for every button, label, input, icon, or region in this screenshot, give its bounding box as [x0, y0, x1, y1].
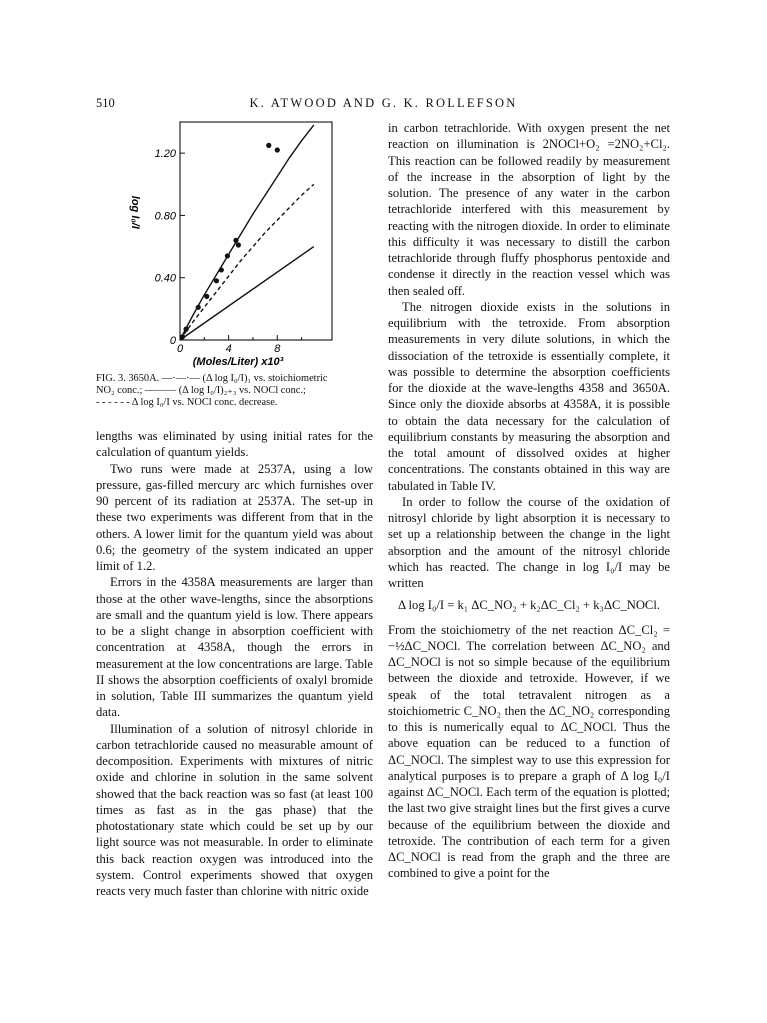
- chart-labels: [129, 148, 284, 368]
- plot-frame: [180, 122, 332, 340]
- figure-3-chart: [96, 110, 346, 368]
- data-point: [236, 242, 241, 247]
- chart-points: [180, 143, 280, 340]
- y-tick-label: 0.80: [154, 210, 176, 223]
- caption-line: - - - - - - Δ log I₀/I vs. NOCl conc. decrease.: [96, 397, 278, 409]
- x-tick-label: 8: [274, 343, 281, 355]
- paragraph: Illumination of a solution of nitrosyl chloride in carbon tetrachloride caused no measurable amount of decomposition. Experiments with mixtures of nitric oxide and chlorine in solution in the same solvent showed that the back reaction was so fast (at least 100 times as fast as in the gas phase) that the photostationary state which could be set up by our light source was not measurable. In order to eliminate this back reaction oxygen was introduced into the system. Control experiments showed that oxygen reacts very much faster than chlorine with nitric oxide: [96, 721, 373, 898]
- paragraph: lengths was eliminated by using initial rates for the calculation of quantum yields.: [96, 429, 373, 460]
- x-axis-label: (Moles/Liter) x10³: [192, 356, 284, 368]
- caption-line: NO₂ conc.; ——— (Δ log I₀/I)₂₊₃ vs. NOCl conc.;: [96, 385, 306, 397]
- running-title: K. ATWOOD AND G. K. ROLLEFSON: [249, 96, 518, 110]
- data-point: [180, 334, 185, 339]
- caption-line: FIG. 3. 3650A. —·—·— (Δ log I₀/I)₁ vs. stoichiometric: [96, 373, 328, 384]
- data-point: [219, 267, 224, 272]
- data-point: [275, 147, 280, 152]
- y-axis-label: log I₀/I: [129, 195, 141, 229]
- paragraph: Two runs were made at 2537A, using a low pressure, gas-filled mercury arc which furnishes over 90 percent of its radiation at 2537A. The set-up in these two experiments was different from that in the others. A lower limit for the quantum yield was about 0.6; the geometry of the system indicated an upper limit of 1.2.: [96, 461, 373, 573]
- y-tick-label: 1.20: [154, 148, 176, 161]
- y-tick-label: 0.40: [154, 272, 176, 285]
- right-column: [388, 120, 670, 882]
- x-tick-label: 4: [225, 343, 232, 355]
- series-solid-straight: [180, 247, 314, 340]
- data-point: [233, 238, 238, 243]
- x-tick-label: 0: [176, 343, 184, 355]
- paragraph: In order to follow the course of the oxidation of nitrosyl chloride by light absorption it is necessary to set up a relationship between the change in the light absorption and the amount of the nitrosyl chloride which has reacted. The change in log I₀/I may be written: [388, 494, 670, 590]
- data-point: [204, 294, 209, 299]
- paragraph: Errors in the 4358A measurements are larger than those at the other wave-lengths, since the absorptions are small and the quantum yield is low. There appears to be a slight change in absorption coefficient with concentration at 4358A, though the errors in measurement at the low concentrations are large. Table II shows the absorption coefficients of oxalyl bromide in solution, Table III summarizes the quantum yield data.: [96, 575, 374, 720]
- paragraph: in carbon tetrachloride. With oxygen present the net reaction on illumination is 2NOCl+O₂ =2NO₂+Cl₂. This reaction can be followed readily by measurement of the increase in the absorption of light by the solution. The presence of any water in the carbon tetrachloride interfered with this measurement by reacting with the nitrogen dioxide. In order to eliminate this difficulty it was necessary to distill the carbon tetrachloride through fluffy phosphorus pentoxide and condense it directly in the reaction vessel which was then sealed off.: [388, 121, 670, 298]
- page-number: 510: [96, 96, 115, 110]
- chart-axes: [180, 122, 332, 340]
- left-column: [96, 428, 373, 899]
- data-point: [196, 305, 201, 310]
- equation: Δ log I₀/I = k₁ ΔC_NO₂ + k₂ΔC_Cl₂ + k₃ΔC_NOCl.: [398, 598, 660, 613]
- data-point: [183, 327, 188, 332]
- y-tick-label: 0: [169, 335, 176, 347]
- data-point: [214, 278, 219, 283]
- data-point: [225, 253, 230, 258]
- data-point: [266, 143, 271, 148]
- series-dashed: [180, 184, 314, 340]
- paragraph: From the stoichiometry of the net reaction ΔC_Cl₂ = −½ΔC_NOCl. The correlation between ΔC_NO₂ and ΔC_NOCl is not so simple because of the equilibrium between the dioxide and tetroxide. However, if we speak of the total tetravalent nitrogen as a stoichiometric C_NO₂ then the ΔC_NO₂ corresponding to this is numerically equal to ΔC_NOCl. Thus the above equation can be reduced to a function of ΔC_NOCl. The simplest way to use this expression for analytical purposes is to prepare a graph of Δ log I₀/I against ΔC_NOCl. Each term of the equation is plotted; the last two give straight lines but the first gives a curve because of the equilibrium between the dioxide and tetroxide. The contribution of each term for a given ΔC_NOCl is read from the graph and the three are combined to give a point for the: [388, 622, 670, 881]
- figure-caption: [96, 373, 373, 410]
- paragraph: The nitrogen dioxide exists in the solutions in equilibrium with the tetroxide. From absorption measurements in very dilute solutions, in which the dissociation of the tetroxide is essentially complete, it was possible to determine the absorption coefficients for the dioxide at the wave-lengths 4358 and 3650A. Since only the dioxide absorbs at 4358A, it is possible to obtain the data necessary for the calculation of equilibrium constants by measuring the absorption and the total amount of dissolved oxides at higher concentrations. The constants obtained in this way are tabulated in Table IV.: [388, 299, 670, 493]
